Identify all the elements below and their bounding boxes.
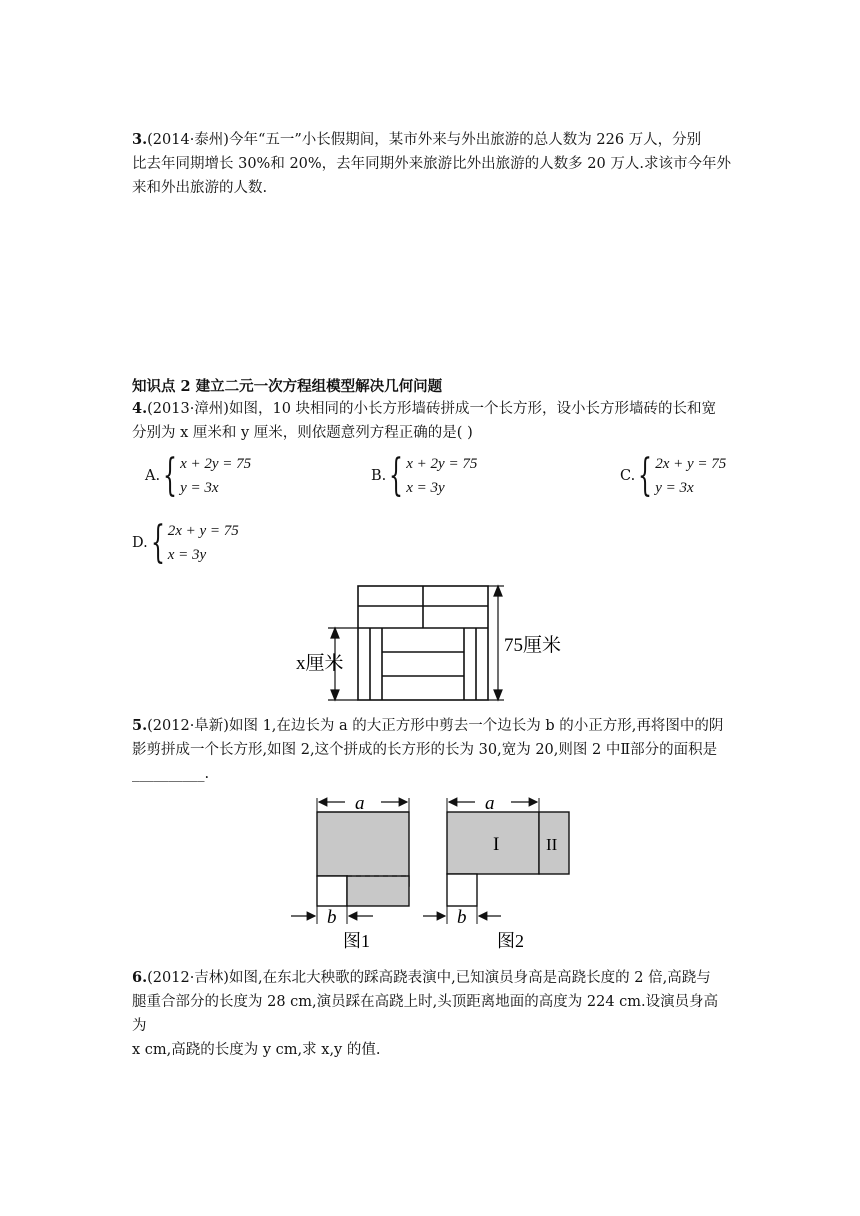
question-6-line-3: x cm,高跷的长度为 y cm,求 x,y 的值. — [132, 1042, 381, 1058]
option-d-eq2: x = 3y — [167, 547, 207, 563]
question-4-line-1 — [132, 397, 732, 421]
option-a-letter: A. — [145, 468, 161, 484]
brace-icon: { — [150, 517, 165, 568]
question-5-number: 5. — [132, 717, 148, 734]
question-3 — [132, 128, 732, 200]
question-4 — [132, 397, 732, 445]
question-6-number: 6. — [132, 969, 148, 986]
square-figure — [285, 792, 575, 952]
question-3-text-1: (2014·泰州)今年“五一”小长假期间，某市外来与外出旅游的总人数为 226 万人，分别 — [147, 132, 702, 148]
question-6-line-1 — [132, 966, 732, 990]
option-c-system — [637, 452, 726, 500]
figure-1 — [291, 793, 409, 951]
option-c-eq2: y = 3x — [655, 480, 694, 496]
option-a-system — [162, 452, 251, 500]
question-5-text-1: (2012·阜新)如图 1,在边长为 a 的大正方形中剪去一个边长为 b 的小正方形,再将图中的阴 — [147, 718, 724, 734]
shaded-region-1 — [317, 812, 409, 886]
label-b-1: b — [327, 907, 337, 928]
question-3-line-2: 比去年同期增长 30%和 20%，去年同期外来旅游比外出旅游的人数多 20 万人.求该市今年外 — [132, 156, 731, 172]
question-3-number: 3. — [132, 131, 148, 148]
option-d[interactable] — [132, 517, 239, 569]
question-4-text-1: (2013·漳州)如图，10 块相同的小长方形墙砖拼成一个长方形，设小长方形墙砖的长和宽 — [147, 401, 717, 417]
question-5-line-2: 影剪拼成一个长方形,如图 2,这个拼成的长方形的长为 30,宽为 20,则图 2 中Ⅱ部分的面积是 — [132, 742, 718, 758]
label-a-2: a — [485, 793, 495, 814]
figure-2 — [423, 793, 569, 951]
question-4-number: 4. — [132, 400, 148, 417]
question-4-line-2: 分别为 x 厘米和 y 厘米，则依题意列方程正确的是( ) — [132, 425, 473, 441]
label-a-1: a — [355, 793, 365, 814]
small-square — [317, 876, 347, 906]
question-3-line-3: 来和外出旅游的人数. — [132, 180, 268, 196]
option-a-eq2: y = 3x — [180, 480, 219, 496]
label-part-2: II — [546, 835, 558, 854]
caption-figure-2: 图2 — [497, 931, 524, 951]
label-75-cm: 75厘米 — [504, 635, 562, 656]
section-heading: 知识点 2 建立二元一次方程组模型解决几何问题 — [132, 378, 443, 395]
option-b-eq2: x = 3y — [406, 480, 445, 496]
option-c-eq1: 2x + y = 75 — [655, 456, 727, 472]
question-6-text-1: (2012·吉林)如图,在东北大秧歌的踩高跷表演中,已知演员身高是高跷长度的 2 倍,高跷与 — [147, 970, 711, 986]
option-a[interactable] — [145, 450, 251, 502]
option-d-letter: D. — [132, 535, 148, 551]
option-d-system — [150, 519, 239, 567]
label-x-cm: x厘米 — [296, 653, 344, 674]
question-5-line-1 — [132, 714, 732, 738]
option-b[interactable] — [371, 450, 477, 502]
question-5 — [132, 714, 732, 786]
caption-figure-1: 图1 — [343, 931, 370, 951]
option-b-eq1: x + 2y = 75 — [406, 456, 478, 472]
question-3-line-1 — [132, 128, 732, 152]
brace-icon: { — [163, 450, 178, 501]
question-6 — [132, 966, 732, 1062]
option-b-system — [388, 452, 477, 500]
option-b-letter: B. — [371, 468, 387, 484]
option-c[interactable] — [620, 450, 726, 502]
option-c-letter: C. — [620, 468, 636, 484]
question-6-line-2: 腿重合部分的长度为 28 cm,演员踩在高跷上时,头顶距离地面的高度为 224 cm.设演员身高为 — [132, 994, 719, 1034]
question-5-line-3: __________. — [132, 766, 210, 782]
option-a-eq1: x + 2y = 75 — [180, 456, 252, 472]
brace-icon: { — [389, 450, 404, 501]
label-part-1: I — [493, 834, 500, 855]
option-d-eq1: 2x + y = 75 — [167, 523, 239, 539]
brick-wall-figure — [290, 580, 600, 702]
label-b-2: b — [457, 907, 467, 928]
brace-icon: { — [638, 450, 653, 501]
